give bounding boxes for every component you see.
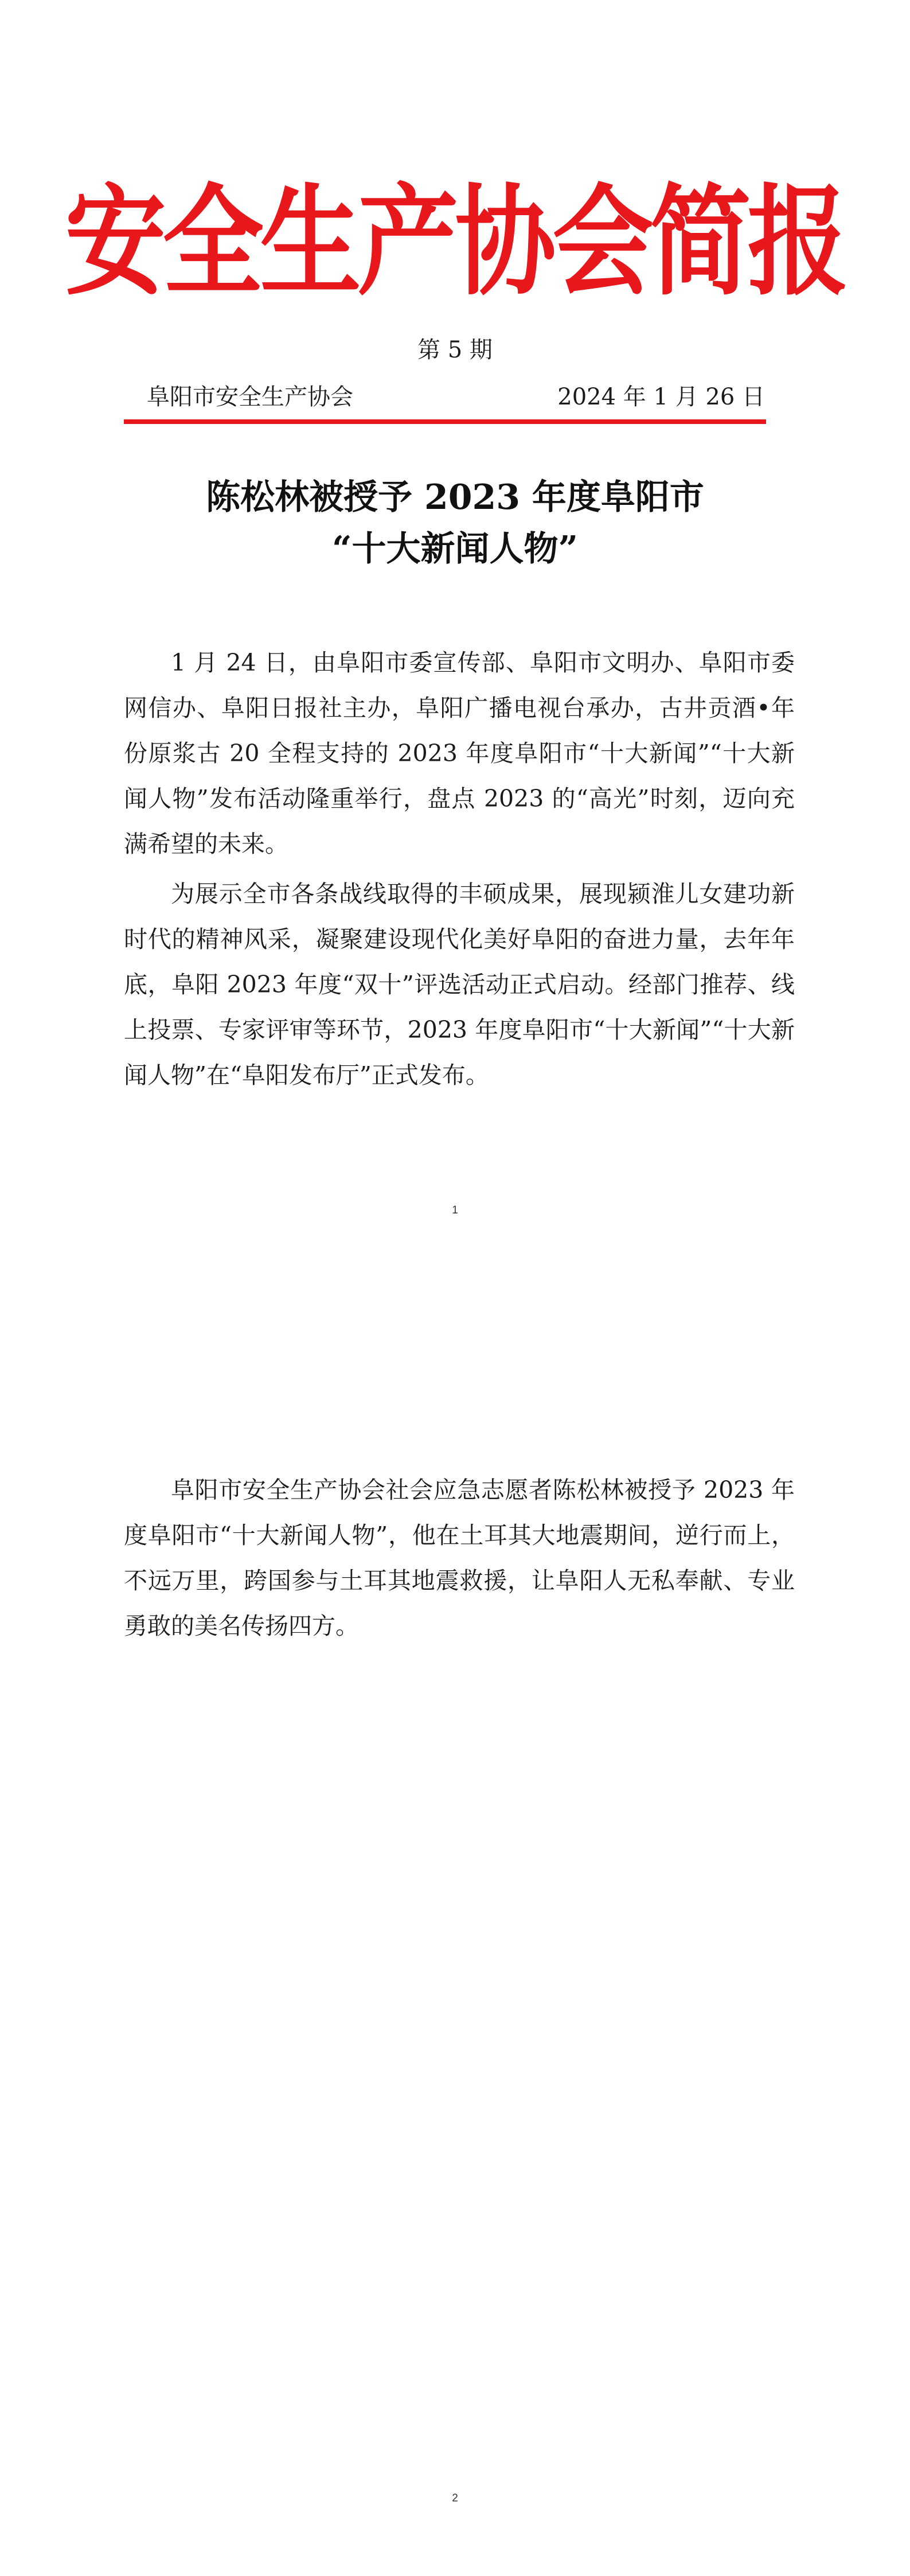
header-divider — [124, 419, 766, 424]
article-title — [0, 472, 910, 575]
publisher-name: 阜阳市安全生产协会 — [147, 384, 353, 410]
article-paragraph-3: 阜阳市安全生产协会社会应急志愿者陈松林被授予 2023 年度阜阳市“十大新闻人物”，他在土耳其大地震期间，逆行而上，不远万里，跨国参与土耳其地震救援，让阜阳人无私奉献、专业勇敢的美名传扬四方。 — [124, 1476, 795, 1640]
page-number-1: 1 — [452, 1204, 458, 1216]
article-paragraph-1: 1 月 24 日，由阜阳市委宣传部、阜阳市文明办、阜阳市委网信办、阜阳日报社主办，阜阳广播电视台承办，古井贡酒•年份原浆古 20 全程支持的 2023 年度阜阳市“十大新闻”“十大新闻人物”发布活动隆重举行，盘点 2023 的“高光”时刻，迈向充满希望的未来。 — [124, 649, 795, 858]
publication-date: 2024 年 1 月 26 日 — [557, 384, 765, 410]
issue-number: 第 5 期 — [417, 337, 493, 363]
article-title-line-2: “十大新闻人物” — [331, 529, 579, 569]
article-title-line-1: 陈松林被授予 2023 年度阜阳市 — [206, 477, 704, 517]
article-paragraph-2: 为展示全市各条战线取得的丰硕成果，展现颍淮儿女建功新时代的精神风采，凝聚建设现代化美好阜阳的奋进力量，去年年底，阜阳 2023 年度“双十”评选活动正式启动。经部门推荐、线上投票、专家评审等环节，2023 年度阜阳市“十大新闻”“十大新闻人物”在“阜阳发布厅”正式发布。 — [124, 880, 795, 1089]
page-number-2: 2 — [452, 2492, 458, 2504]
bulletin-masthead: 安全生产协会简报 — [65, 172, 845, 312]
